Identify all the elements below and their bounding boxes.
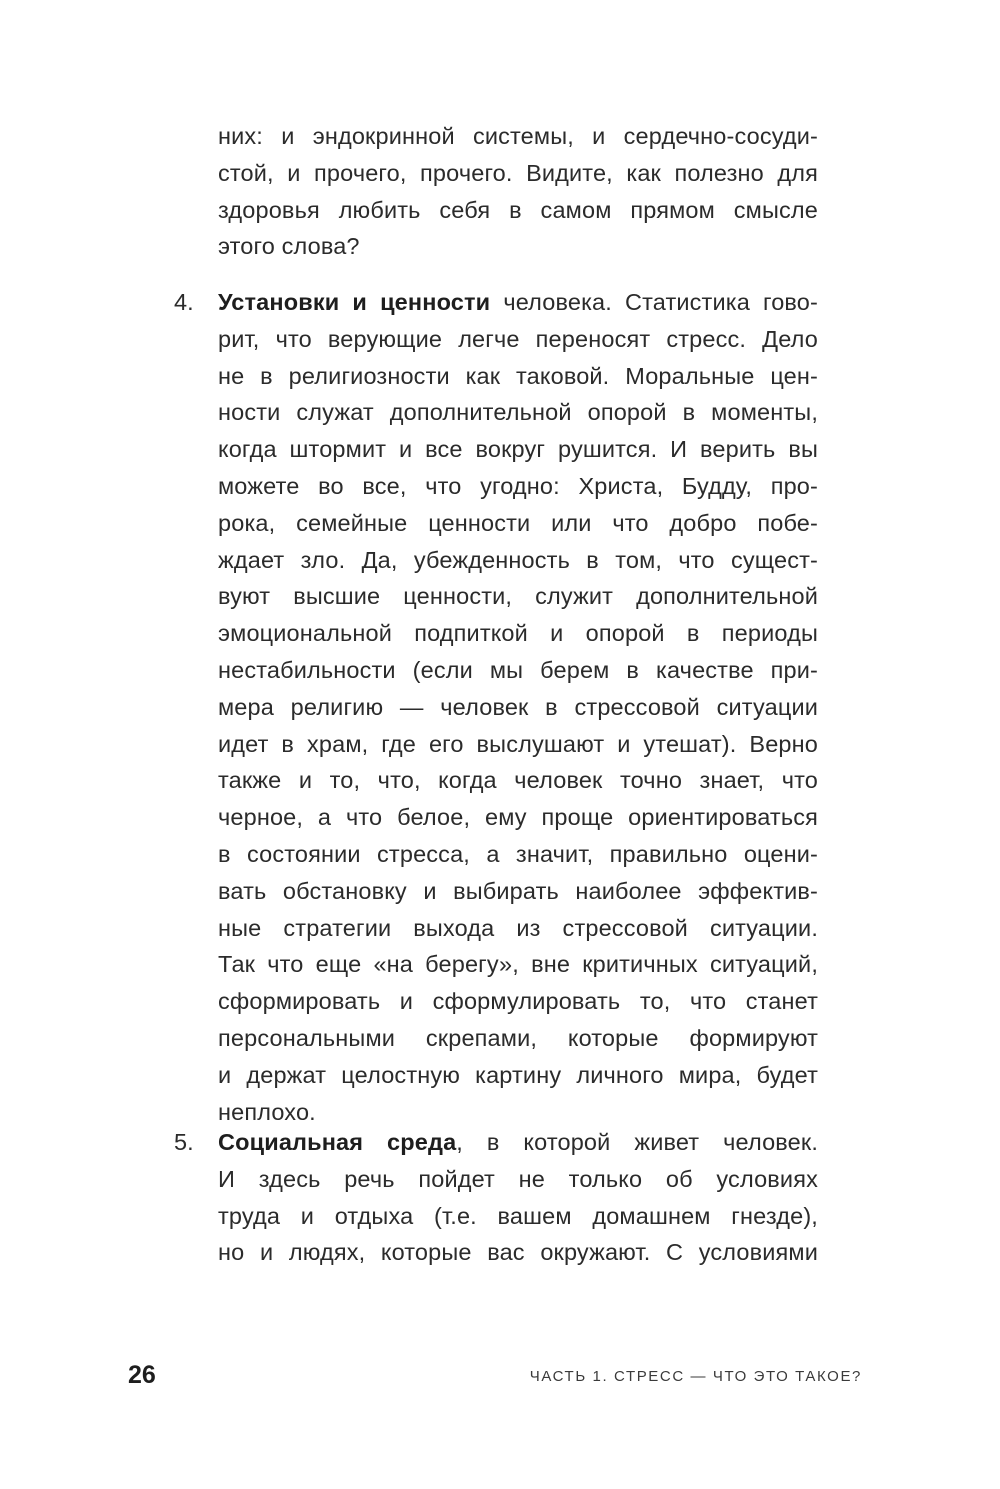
list-item-number: 4. [174,289,194,315]
list-item-first-line [218,284,818,321]
text-line: в состоянии стресса, а значит, правильно оцени- [218,840,818,867]
text-line: здоровья любить себя в самом прямом смысле [218,196,818,223]
list-item-first-line [218,1124,818,1161]
bold-term: Социальная среда [218,1129,457,1155]
text-line: черное, а что белое, ему проще ориентироваться [218,804,818,831]
text-line: можете во все, что угодно: Христа, Будду, про- [218,472,818,499]
text-line: также и то, что, когда человек точно знает, что [218,767,818,794]
text-line: них: и эндокринной системы, и сердечно-сосуди- [218,123,818,149]
text-line: эмоциональной подпиткой и опорой в периоды [218,620,818,647]
text-line: идет в храм, где его выслушают и утешат). Верно [218,730,818,757]
text-line: ждает зло. Да, убежденность в том, что сущест- [218,546,818,573]
text-line: но и людях, которые вас окружают. С условиями [218,1239,818,1266]
text-line: ности служат дополнительной опорой в моменты, [218,399,818,426]
text-line: рока, семейные ценности или что добро побе- [218,509,818,536]
list-item-values [218,284,818,1130]
text-line: стой, и прочего, прочего. Видите, как полезно для [218,159,818,186]
text-line: этого слова? [218,233,360,260]
text-line: рит, что верующие легче переносят стресс. Дело [218,325,818,352]
running-head: ЧАСТЬ 1. СТРЕСС — ЧТО ЭТО ТАКОЕ? [529,1368,862,1385]
text-line: нестабильности (если мы берем в качестве при- [218,656,818,683]
text-line: и держат целостную картину личного мира, будет [218,1061,818,1088]
text-line: вуют высшие ценности, служит дополнительной [218,583,818,610]
list-item-number: 5. [174,1129,194,1155]
text-line: не в религиозности как таковой. Моральные цен- [218,362,818,389]
page-number: 26 [128,1361,156,1389]
text-line: труда и отдыха (т.е. вашем домашнем гнезде), [218,1202,818,1229]
text-line: неплохо. [218,1098,316,1125]
text-line: мера религию — человек в стрессовой ситуации [218,693,818,720]
text-line: ные стратегии выхода из стрессовой ситуации. [218,914,818,941]
first-line-rest: , в которой живет человек. [456,1129,818,1155]
text-line: персональными скрепами, которые формируют [218,1024,818,1051]
text-line: когда штормит и все вокруг рушится. И верить вы [218,436,818,463]
text-line: сформировать и сформулировать то, что станет [218,988,818,1015]
text-line: вать обстановку и выбирать наиболее эффектив- [218,877,818,904]
first-line-rest: человека. Статистика гово- [490,289,818,315]
text-line: Так что еще «на берегу», вне критичных ситуаций, [218,951,818,978]
text-line: И здесь речь пойдет не только об условиях [218,1165,818,1192]
list-item-social-environment [218,1124,818,1271]
bold-term: Установки и ценности [218,289,491,315]
continuation-paragraph [218,118,818,265]
